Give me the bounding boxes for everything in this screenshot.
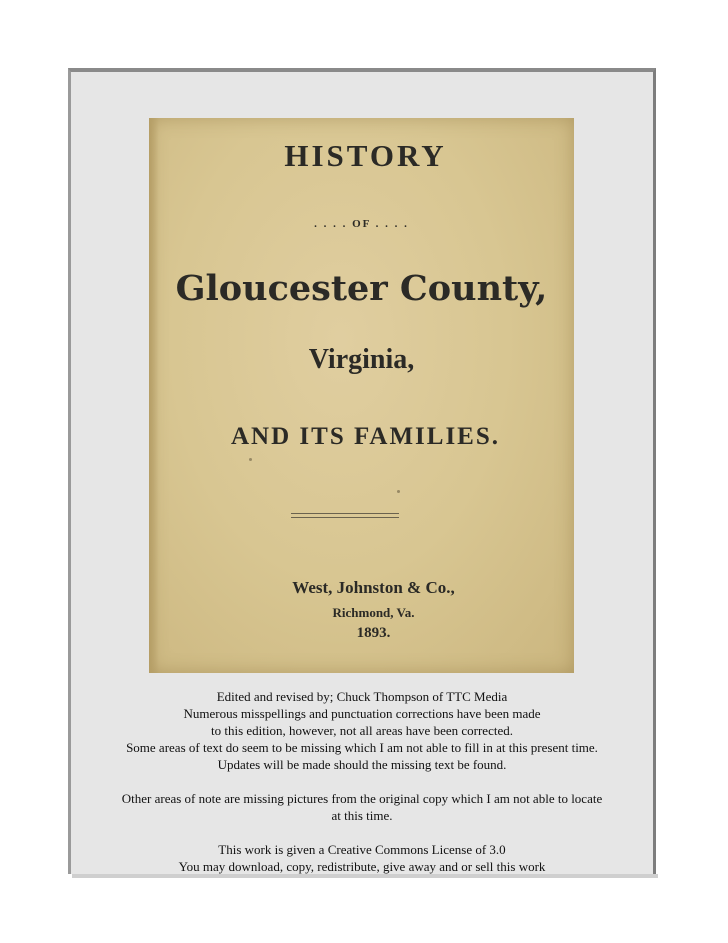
notes-line: Numerous misspellings and punctuation corrections have been made (183, 706, 541, 721)
cover-year: 1893. (356, 625, 391, 641)
cover-city: Richmond, Va. (332, 605, 415, 620)
license-line: This work is given a Creative Commons License of 3.0 (218, 842, 506, 857)
license-line: You may download, copy, redistribute, give away and or sell this work (178, 859, 546, 874)
notes-line: Other areas of note are missing pictures from the original copy which I am not able to locate (121, 791, 603, 806)
cover-families: AND ITS FAMILIES. (231, 423, 500, 450)
edition-notes (71, 688, 653, 875)
book-cover-image (149, 118, 574, 673)
cover-speck (397, 490, 400, 493)
cover-publisher: West, Johnston & Co., (292, 578, 455, 597)
cover-title: HISTORY (284, 138, 447, 173)
cover-spine (149, 118, 159, 673)
cover-county: Gloucester County, (175, 268, 548, 309)
cover-state: Virginia, (308, 344, 415, 375)
notes-line: to this edition, however, not all areas have been corrected. (211, 723, 513, 738)
notes-line: Some areas of text do seem to be missing which I am not able to fill in at this present time. (126, 740, 598, 755)
notes-line: at this time. (331, 808, 393, 823)
notes-line: Updates will be made should the missing text be found. (217, 757, 507, 772)
editor-credit: Edited and revised by; Chuck Thompson of TTC Media (216, 689, 508, 704)
cover-speck (249, 458, 252, 461)
cover-divider-rule (291, 513, 399, 518)
cover-of: . . . . OF . . . . (314, 218, 409, 230)
